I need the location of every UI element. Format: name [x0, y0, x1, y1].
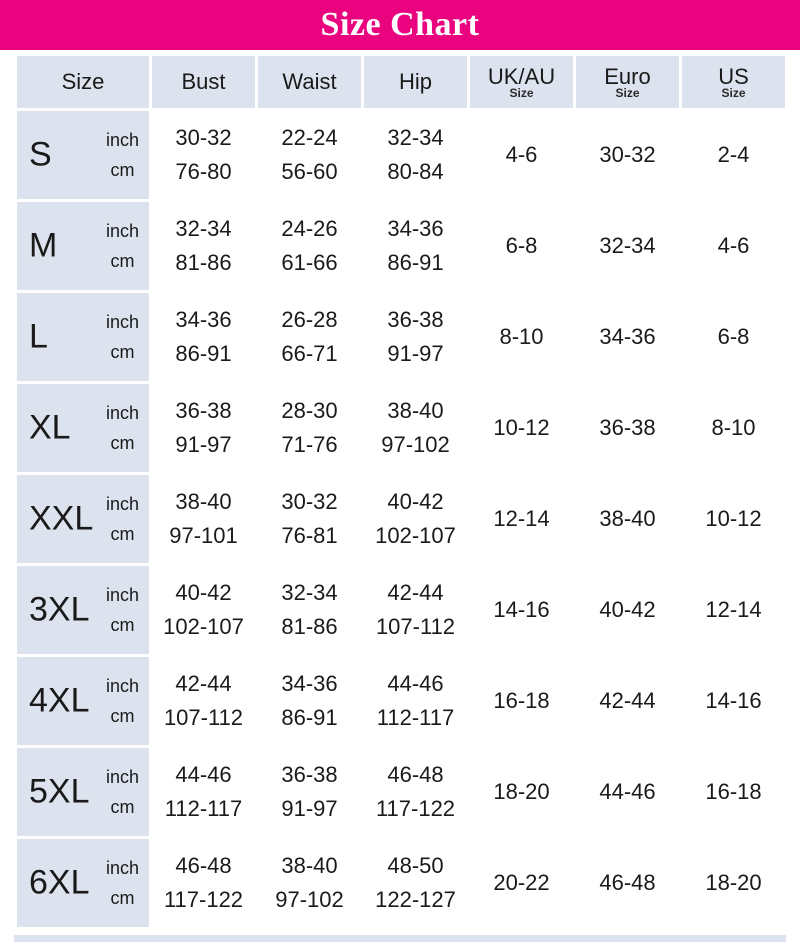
unit-labels	[106, 307, 139, 367]
unit-cm: cm	[110, 251, 135, 271]
waist-cell	[258, 202, 361, 290]
size-chart-sheet	[0, 50, 800, 942]
hip-cell	[364, 384, 467, 472]
size-label: M	[29, 226, 58, 265]
ukau-cell: 20-22	[470, 839, 573, 927]
hip-inch: 40-42	[387, 489, 444, 514]
hip-cell	[364, 566, 467, 654]
size-label-cell	[17, 839, 149, 927]
hip-cm: 107-112	[375, 614, 456, 639]
euro-cell: 42-44	[576, 657, 679, 745]
hip-cm: 117-122	[375, 796, 456, 821]
waist-cm: 61-66	[281, 250, 338, 275]
size-label-cell	[17, 111, 149, 199]
hip-cm: 97-102	[381, 432, 450, 457]
bust-cell	[152, 293, 255, 381]
header-euro: Euro Size	[576, 56, 679, 108]
size-label: 6XL	[29, 863, 90, 902]
waist-cell	[258, 839, 361, 927]
size-label-cell	[17, 293, 149, 381]
unit-labels	[106, 216, 139, 276]
bust-cm: 107-112	[163, 705, 244, 730]
size-row	[17, 384, 785, 472]
unit-labels	[106, 762, 139, 822]
waist-cell	[258, 566, 361, 654]
hip-inch: 44-46	[387, 671, 444, 696]
size-chart-table	[14, 53, 788, 930]
ukau-cell: 18-20	[470, 748, 573, 836]
unit-inch: inch	[105, 585, 139, 605]
waist-cell	[258, 475, 361, 563]
waist-cell	[258, 384, 361, 472]
unit-inch: inch	[105, 494, 139, 514]
hip-cell	[364, 111, 467, 199]
waist-cm: 56-60	[281, 159, 338, 184]
us-cell: 2-4	[682, 111, 785, 199]
waist-inch: 28-30	[281, 398, 338, 423]
hip-cm: 91-97	[387, 341, 444, 366]
unit-cm: cm	[110, 797, 135, 817]
header-waist: Waist	[258, 56, 361, 108]
bust-inch: 44-46	[175, 762, 232, 787]
hip-cm: 122-127	[375, 887, 456, 912]
unit-inch: inch	[105, 767, 139, 787]
hip-inch: 32-34	[387, 125, 444, 150]
bust-inch: 30-32	[175, 125, 232, 150]
waist-cell	[258, 293, 361, 381]
ukau-cell: 4-6	[470, 111, 573, 199]
euro-cell: 32-34	[576, 202, 679, 290]
ukau-cell: 12-14	[470, 475, 573, 563]
title-banner	[0, 0, 800, 50]
unit-cm: cm	[110, 615, 135, 635]
hip-cell	[364, 202, 467, 290]
size-label: 5XL	[29, 772, 90, 811]
us-cell: 6-8	[682, 293, 785, 381]
waist-cm: 91-97	[281, 796, 338, 821]
bust-cm: 97-101	[169, 523, 238, 548]
bust-cell	[152, 748, 255, 836]
hip-cell	[364, 839, 467, 927]
size-label: XXL	[29, 499, 94, 538]
bust-cm: 117-122	[163, 887, 244, 912]
euro-cell: 46-48	[576, 839, 679, 927]
bust-cell	[152, 111, 255, 199]
unit-labels	[106, 125, 139, 185]
hip-cm: 86-91	[387, 250, 444, 275]
size-label-cell	[17, 748, 149, 836]
waist-cm: 81-86	[281, 614, 338, 639]
us-cell: 8-10	[682, 384, 785, 472]
unit-labels	[106, 853, 139, 913]
bust-cm: 91-97	[175, 432, 232, 457]
size-label: XL	[29, 408, 71, 447]
header-size: Size	[17, 56, 149, 108]
waist-cm: 97-102	[275, 887, 344, 912]
waist-inch: 36-38	[281, 762, 338, 787]
bust-cm: 102-107	[163, 614, 244, 639]
size-label: S	[29, 135, 52, 174]
hip-cell	[364, 657, 467, 745]
waist-inch: 26-28	[281, 307, 338, 332]
hip-cm: 112-117	[376, 705, 455, 730]
unit-cm: cm	[110, 888, 135, 908]
waist-cell	[258, 748, 361, 836]
ukau-cell: 6-8	[470, 202, 573, 290]
hip-cell	[364, 475, 467, 563]
euro-cell: 40-42	[576, 566, 679, 654]
euro-cell: 34-36	[576, 293, 679, 381]
size-row	[17, 475, 785, 563]
hip-inch: 42-44	[387, 580, 444, 605]
unit-inch: inch	[105, 312, 139, 332]
waist-inch: 38-40	[281, 853, 338, 878]
size-label: 3XL	[29, 590, 90, 629]
waist-cm: 66-71	[281, 341, 338, 366]
size-label-cell	[17, 657, 149, 745]
us-cell: 18-20	[682, 839, 785, 927]
hip-inch: 48-50	[387, 853, 444, 878]
size-row	[17, 748, 785, 836]
hip-cm: 102-107	[375, 523, 456, 548]
waist-inch: 34-36	[281, 671, 338, 696]
unit-inch: inch	[105, 130, 139, 150]
euro-cell: 44-46	[576, 748, 679, 836]
size-label-cell	[17, 202, 149, 290]
unit-labels	[106, 671, 139, 731]
bust-inch: 32-34	[175, 216, 232, 241]
unit-labels	[106, 489, 139, 549]
size-row	[17, 293, 785, 381]
unit-cm: cm	[110, 160, 135, 180]
bust-cell	[152, 475, 255, 563]
unit-inch: inch	[105, 403, 139, 423]
size-label-cell	[17, 475, 149, 563]
unit-cm: cm	[110, 342, 135, 362]
euro-cell: 30-32	[576, 111, 679, 199]
euro-cell: 38-40	[576, 475, 679, 563]
unit-cm: cm	[110, 433, 135, 453]
unit-inch: inch	[105, 221, 139, 241]
waist-inch: 32-34	[281, 580, 338, 605]
waist-cm: 76-81	[281, 523, 338, 548]
us-cell: 16-18	[682, 748, 785, 836]
waist-inch: 22-24	[281, 125, 338, 150]
ukau-cell: 14-16	[470, 566, 573, 654]
header-row	[17, 56, 785, 108]
hip-cell	[364, 748, 467, 836]
header-hip: Hip	[364, 56, 467, 108]
ukau-cell: 10-12	[470, 384, 573, 472]
unit-inch: inch	[105, 676, 139, 696]
size-row	[17, 566, 785, 654]
us-cell: 12-14	[682, 566, 785, 654]
size-label-cell	[17, 566, 149, 654]
hip-cm: 80-84	[387, 159, 444, 184]
us-cell: 10-12	[682, 475, 785, 563]
bust-cm: 112-117	[164, 796, 243, 821]
size-row	[17, 202, 785, 290]
bust-cell	[152, 384, 255, 472]
bust-inch: 36-38	[175, 398, 232, 423]
header-bust: Bust	[152, 56, 255, 108]
bust-inch: 38-40	[175, 489, 232, 514]
euro-cell: 36-38	[576, 384, 679, 472]
us-cell: 14-16	[682, 657, 785, 745]
bust-inch: 34-36	[175, 307, 232, 332]
bust-cell	[152, 839, 255, 927]
bust-cm: 76-80	[175, 159, 232, 184]
size-label-cell	[17, 384, 149, 472]
unit-labels	[106, 580, 139, 640]
hip-inch: 36-38	[387, 307, 444, 332]
size-label: 4XL	[29, 681, 90, 720]
unit-inch: inch	[105, 858, 139, 878]
bust-cell	[152, 566, 255, 654]
bust-inch: 42-44	[175, 671, 232, 696]
waist-inch: 24-26	[281, 216, 338, 241]
bust-cm: 81-86	[175, 250, 232, 275]
hip-inch: 34-36	[387, 216, 444, 241]
bust-cm: 86-91	[175, 341, 232, 366]
waist-inch: 30-32	[281, 489, 338, 514]
header-us: US Size	[682, 56, 785, 108]
bust-inch: 46-48	[175, 853, 232, 878]
waist-cm: 71-76	[281, 432, 338, 457]
bust-cell	[152, 657, 255, 745]
page-title: Size Chart	[320, 6, 480, 43]
size-row	[17, 657, 785, 745]
hip-cell	[364, 293, 467, 381]
ukau-cell: 8-10	[470, 293, 573, 381]
unit-labels	[106, 398, 139, 458]
waist-cm: 86-91	[281, 705, 338, 730]
unit-cm: cm	[110, 524, 135, 544]
hip-inch: 46-48	[387, 762, 444, 787]
waist-cell	[258, 111, 361, 199]
size-label: L	[29, 317, 48, 356]
size-row	[17, 839, 785, 927]
header-ukau: UK/AU Size	[470, 56, 573, 108]
waist-cell	[258, 657, 361, 745]
size-row	[17, 111, 785, 199]
table-bottom-edge	[14, 935, 786, 942]
bust-inch: 40-42	[175, 580, 232, 605]
us-cell: 4-6	[682, 202, 785, 290]
bust-cell	[152, 202, 255, 290]
ukau-cell: 16-18	[470, 657, 573, 745]
hip-inch: 38-40	[387, 398, 444, 423]
unit-cm: cm	[110, 706, 135, 726]
